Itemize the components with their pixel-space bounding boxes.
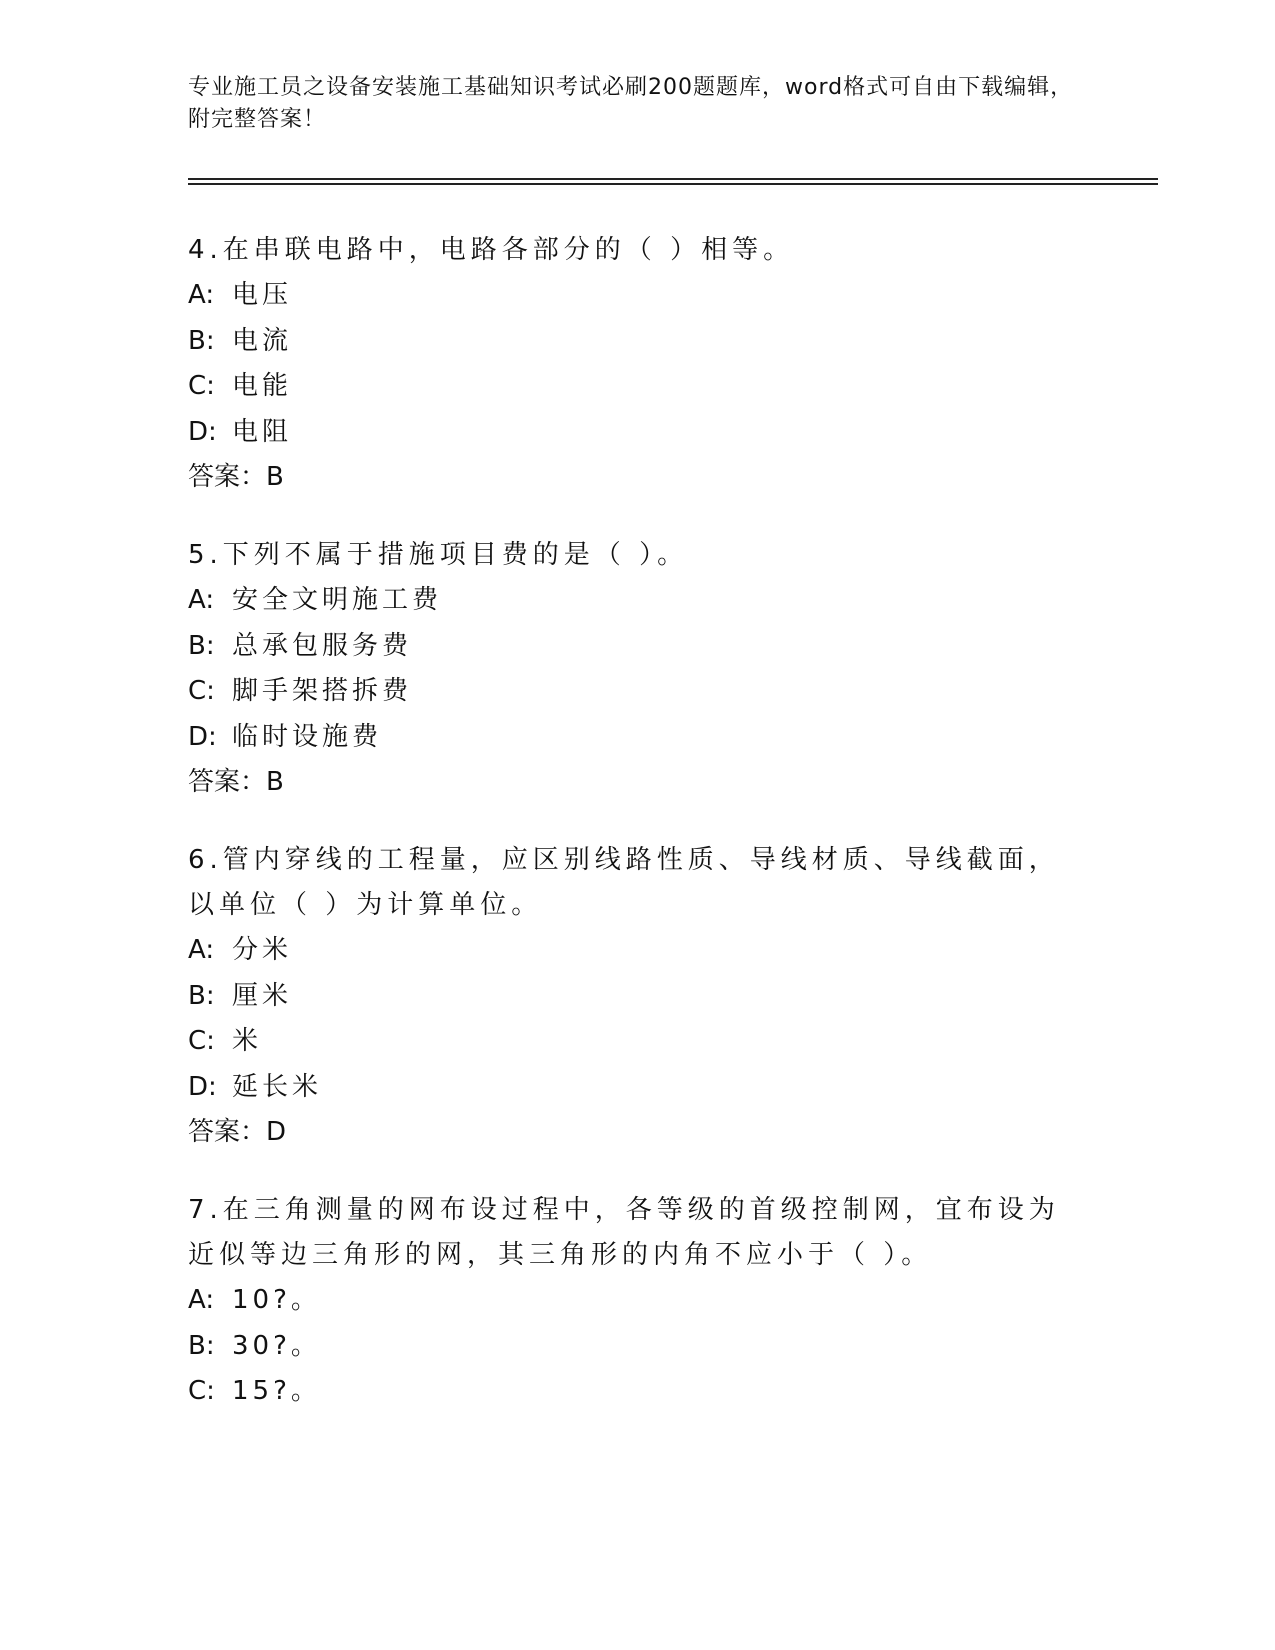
option-c	[188, 1019, 1088, 1065]
question-4	[188, 228, 1088, 500]
option-c	[188, 1369, 1088, 1415]
question-text: 4.在串联电路中，电路各部分的（ ）相等。	[188, 235, 795, 265]
option-text: 米	[232, 1026, 263, 1056]
option-label: B:	[188, 980, 215, 1011]
option-b	[188, 974, 1088, 1020]
option-label: C:	[188, 676, 215, 706]
option-text: 脚手架搭拆费	[232, 676, 413, 706]
option-label: C:	[188, 371, 215, 401]
option-a	[188, 928, 1088, 974]
option-text: 电流	[232, 325, 293, 356]
option-text: 分米	[232, 935, 293, 965]
option-text: 电能	[232, 371, 293, 401]
option-label: C:	[188, 1376, 215, 1406]
option-text: 延长米	[232, 1071, 323, 1102]
document-header	[188, 72, 1088, 136]
option-c	[188, 669, 1088, 715]
option-text: 厘米	[232, 980, 293, 1011]
option-b	[188, 1324, 1088, 1370]
option-text: 电压	[232, 280, 293, 310]
option-label: A:	[188, 585, 215, 615]
option-text: 电阻	[232, 416, 293, 447]
question-7	[188, 1188, 1088, 1415]
question-5	[188, 533, 1088, 805]
option-label: A:	[188, 935, 215, 965]
question-6	[188, 838, 1088, 1155]
option-text: 30?。	[232, 1330, 321, 1361]
option-label: D:	[188, 416, 217, 447]
answer-line: 答案：D	[188, 1117, 287, 1147]
option-label: A:	[188, 1285, 215, 1315]
option-d	[188, 1065, 1088, 1111]
option-label: A:	[188, 280, 215, 310]
option-b	[188, 624, 1088, 670]
answer-line: 答案：B	[188, 462, 284, 492]
header-divider-top	[188, 178, 1158, 180]
option-label: B:	[188, 325, 215, 356]
question-text: 5.下列不属于措施项目费的是（ ）。	[188, 540, 689, 570]
option-label: B:	[188, 1330, 215, 1361]
option-d	[188, 410, 1088, 456]
question-text: 7.在三角测量的网布设过程中，各等级的首级控制网，宜布设为近似等边三角形的网，其三角形的内角不应小于（ ）。	[188, 1195, 1060, 1270]
option-text: 临时设施费	[232, 721, 383, 752]
option-text: 总承包服务费	[232, 630, 413, 661]
option-a	[188, 1278, 1088, 1324]
option-label: D:	[188, 721, 217, 752]
question-text: 6.管内穿线的工程量，应区别线路性质、导线材质、导线截面，以单位（ ）为计算单位。	[188, 845, 1060, 920]
question-list	[188, 228, 1088, 1448]
header-divider-bottom	[188, 183, 1158, 185]
answer-line: 答案：B	[188, 767, 284, 797]
option-text: 10?。	[232, 1285, 321, 1315]
header-title: 专业施工员之设备安装施工基础知识考试必刷200题题库，word格式可自由下载编辑，附完整答案！	[188, 75, 1074, 132]
option-c	[188, 364, 1088, 410]
option-label: D:	[188, 1071, 217, 1102]
option-a	[188, 273, 1088, 319]
option-label: C:	[188, 1026, 215, 1056]
option-b	[188, 319, 1088, 365]
option-a	[188, 578, 1088, 624]
option-label: B:	[188, 630, 215, 661]
option-text: 安全文明施工费	[232, 585, 443, 615]
option-d	[188, 715, 1088, 761]
option-text: 15?。	[232, 1376, 321, 1406]
